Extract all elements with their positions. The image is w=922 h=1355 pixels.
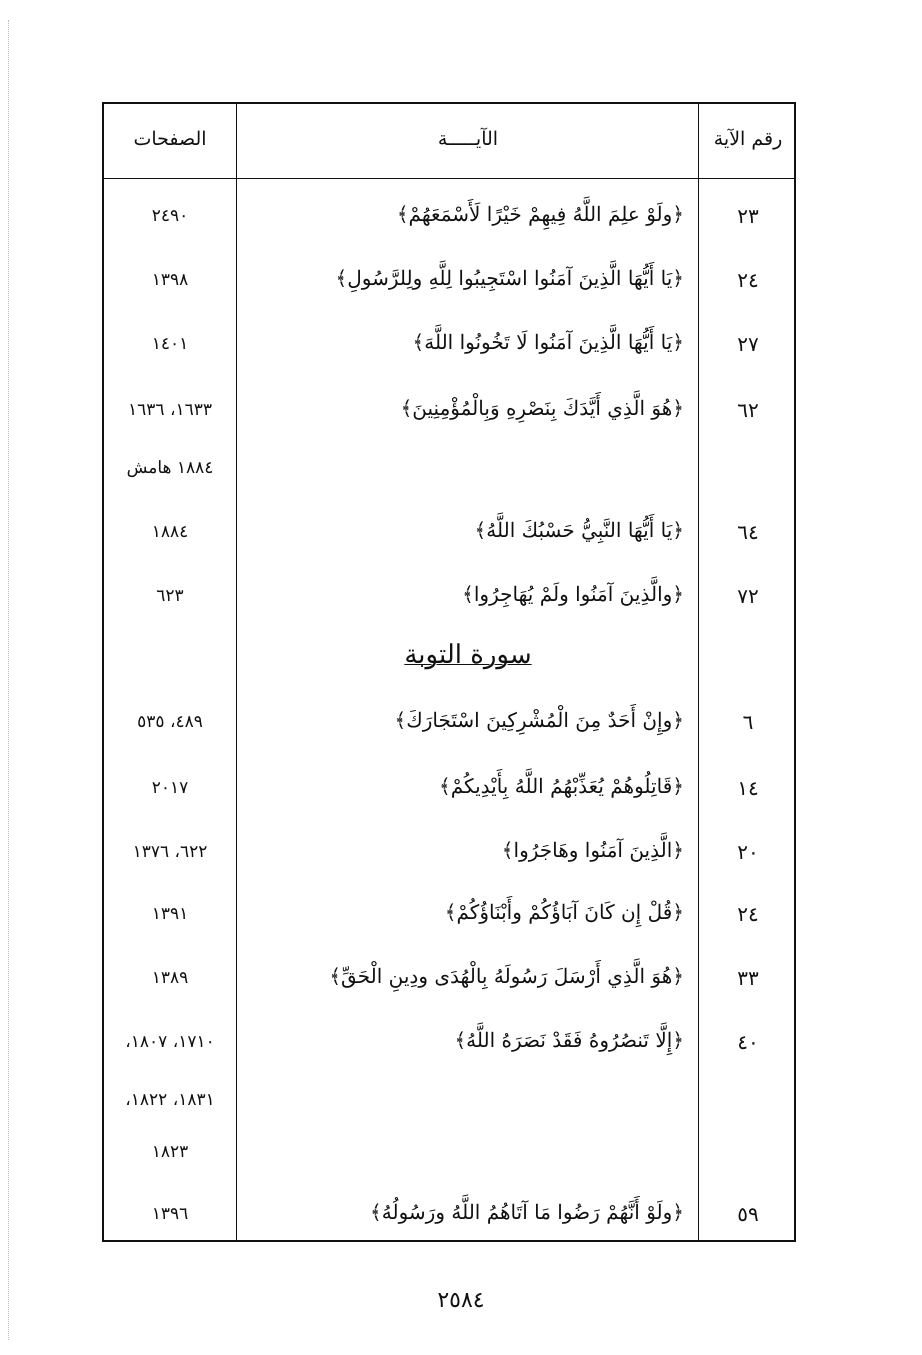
verse-number: ٢٤	[737, 902, 759, 926]
verse-number: ٧٢	[737, 584, 759, 608]
table-row	[104, 704, 794, 744]
header-pages: الصفحات	[133, 128, 207, 150]
table-row	[104, 896, 794, 936]
table-row	[104, 262, 794, 302]
scan-edge-dots	[8, 20, 10, 1340]
page-refs: ١٣٩١	[151, 904, 189, 924]
table-row	[104, 834, 794, 874]
verse-text: ﴿والَّذِينَ آمَنُوا ولَمْ يُهَاجِرُوا﴾	[462, 582, 684, 606]
surah-title: سورة التوبة	[404, 640, 532, 670]
verse-text: ﴿ولَوْ علِمَ اللَّهُ فِيهِمْ خَيْرًا لَأَسْمَعَهُمْ﴾	[396, 202, 684, 226]
page-refs: ١٣٩٨	[151, 270, 189, 290]
verse-text: ﴿ولَوْ أَنَّهُمْ رَضُوا مَا آتَاهُمُ اللَّهُ ورَسُولُهُ﴾	[370, 1200, 684, 1224]
page-refs: ٦٢٣	[156, 586, 184, 606]
table-row	[104, 326, 794, 366]
page-refs: ٤٨٩، ٥٣٥	[137, 712, 203, 732]
verse-number: ٥٩	[737, 1202, 759, 1226]
surah-heading	[238, 640, 698, 670]
page-refs: ١٣٨٩	[151, 968, 189, 988]
page-refs: ١٨٨٤	[151, 522, 189, 542]
table-row	[104, 1134, 794, 1174]
header-verse-number: رقم الآية	[713, 128, 783, 150]
verse-number: ٢٤	[737, 268, 759, 292]
page-refs: ١٨٨٤ هامش	[126, 458, 214, 478]
verse-text: ﴿هُوَ الَّذِي أَيَّدَكَ بِنَصْرِهِ وَبِالْمُؤْمِنِينَ﴾	[400, 396, 684, 420]
header-divider	[104, 178, 794, 179]
verse-text: ﴿يَا أَيُّهَا الَّذِينَ آمَنُوا لَا تَخُونُوا اللَّهَ﴾	[412, 330, 684, 354]
table-row	[104, 392, 794, 432]
table-row	[104, 770, 794, 810]
page-refs: ١٨٣١، ١٨٢٢،	[125, 1090, 215, 1110]
verse-text: ﴿هُوَ الَّذِي أَرْسَلَ رَسُولَهُ بِالْهُدَى ودِينِ الْحَقِّ﴾	[329, 964, 684, 988]
table-row	[104, 514, 794, 554]
page-refs: ٦٢٢، ١٣٧٦	[132, 842, 208, 862]
page-refs: ١٨٢٣	[151, 1142, 189, 1162]
verse-number: ٢٧	[737, 332, 759, 356]
header-verse: الآيـــــة	[437, 128, 499, 150]
verse-number: ٤٠	[737, 1030, 759, 1054]
table-row	[104, 1082, 794, 1122]
verse-number: ٢٣	[737, 204, 759, 228]
verse-text: ﴿قُلْ إِن كَانَ آبَاؤُكُمْ وأَبْنَاؤُكُمْ﴾	[444, 900, 684, 924]
page-refs: ٢٠١٧	[151, 778, 189, 798]
verse-text: ﴿يَا أَيُّهَا الَّذِينَ آمَنُوا اسْتَجِيبُوا لِلَّهِ ولِلرَّسُولِ﴾	[335, 266, 684, 290]
verse-number: ٦٢	[737, 398, 759, 422]
verse-index-table	[102, 102, 796, 1242]
verse-text: ﴿يَا أَيُّهَا النَّبِيُّ حَسْبُكَ اللَّهُ﴾	[474, 518, 684, 542]
table-row	[104, 198, 794, 238]
verse-number: ٦٤	[737, 520, 759, 544]
verse-number: ٦	[742, 710, 754, 734]
table-row	[104, 960, 794, 1000]
table-row	[104, 1196, 794, 1236]
page-number: ٢٥٨٤	[437, 1288, 485, 1313]
page-refs: ١٧١٠، ١٨٠٧،	[125, 1032, 215, 1052]
page-refs: ١٣٩٦	[151, 1204, 189, 1224]
verse-number: ٢٠	[737, 840, 759, 864]
verse-text: ﴿قَاتِلُوهُمْ يُعَذِّبْهُمُ اللَّهُ بِأَيْدِيكُمْ﴾	[439, 774, 684, 798]
table-row	[104, 578, 794, 618]
verse-text: ﴿الَّذِينَ آمَنُوا وهَاجَرُوا﴾	[501, 838, 684, 862]
verse-number: ١٤	[737, 776, 759, 800]
verse-text: ﴿وإِنْ أَحَدٌ مِنَ الْمُشْرِكِينَ اسْتَجَارَكَ﴾	[394, 708, 684, 732]
page-refs: ٢٤٩٠	[151, 206, 189, 226]
page-refs: ١٤٠١	[151, 334, 189, 354]
table-row	[104, 450, 794, 490]
verse-number: ٣٣	[737, 966, 759, 990]
verse-text: ﴿إِلَّا تَنصُرُوهُ فَقَدْ نَصَرَهُ اللَّهُ﴾	[454, 1028, 684, 1052]
table-row	[104, 1024, 794, 1064]
page-refs: ١٦٣٣، ١٦٣٦	[128, 400, 212, 420]
